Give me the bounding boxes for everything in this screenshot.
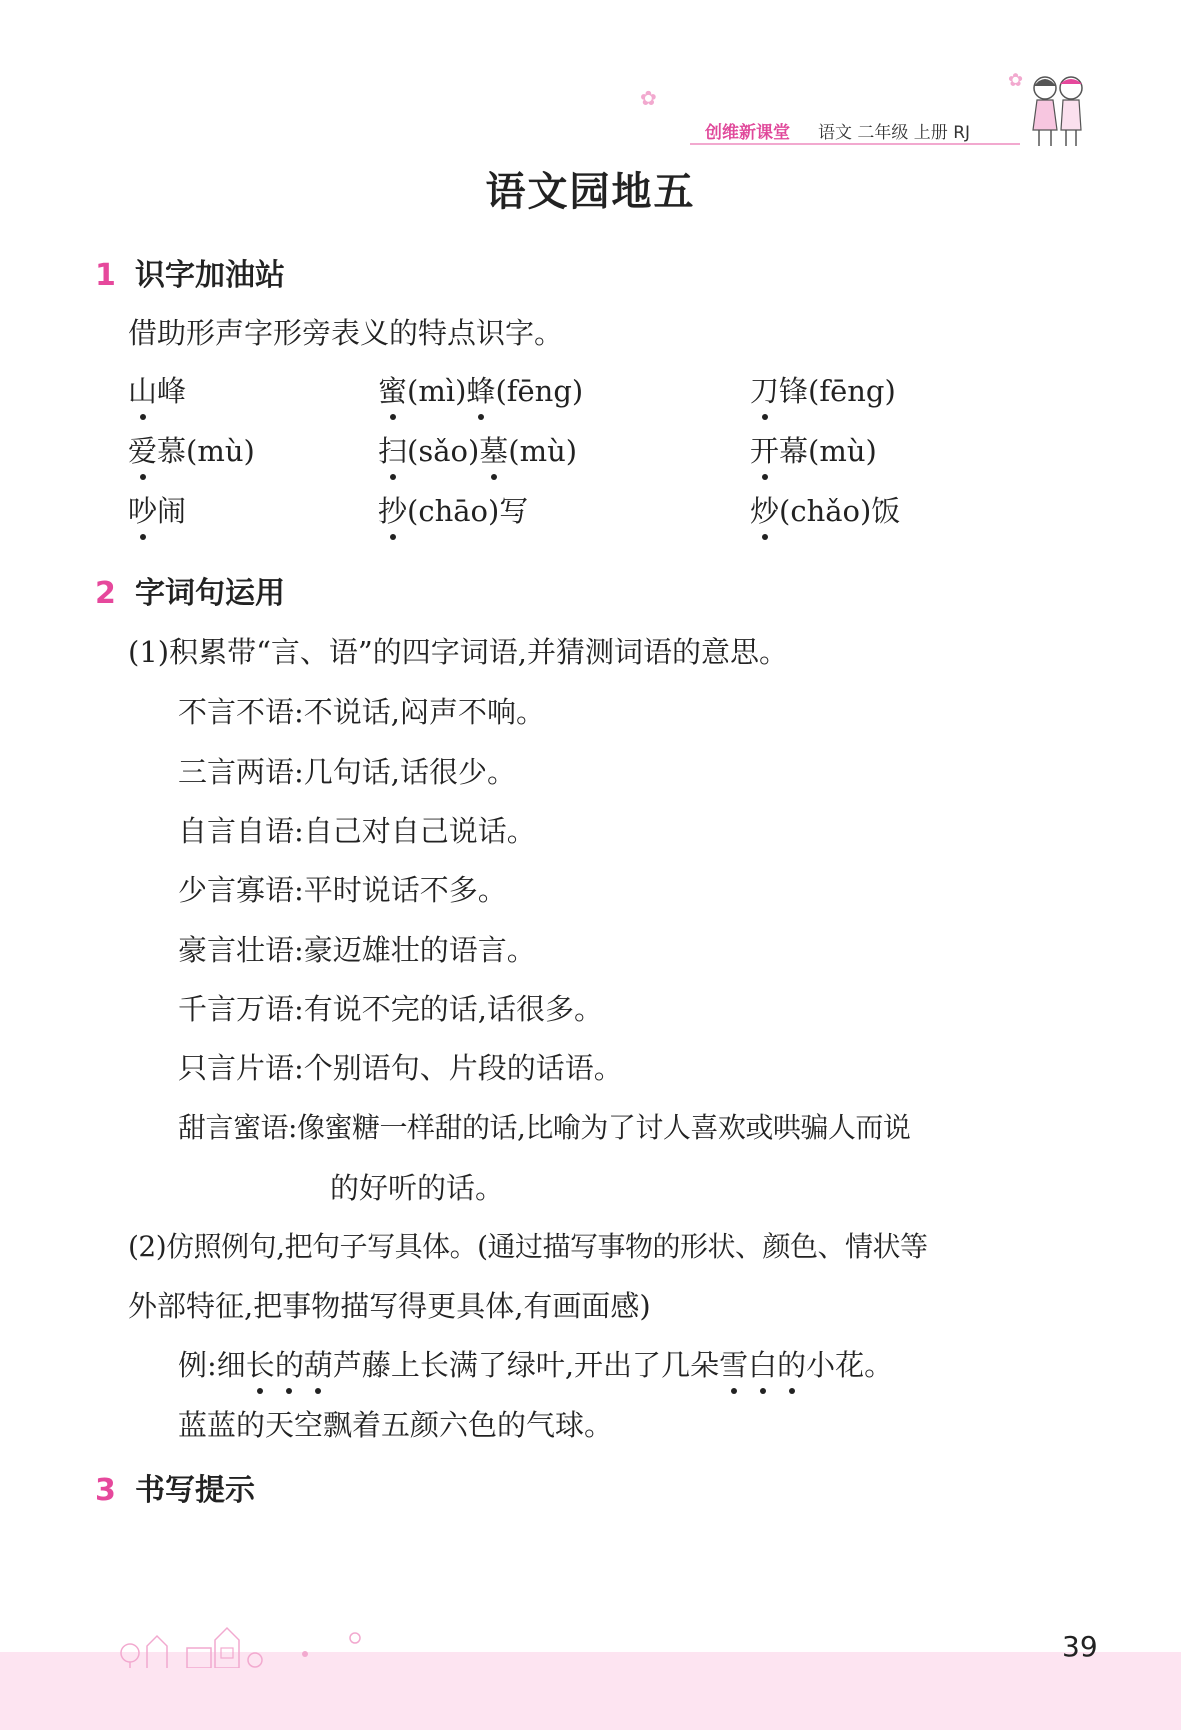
- word-item: 爱慕(mù): [128, 429, 255, 470]
- word-item: 扫(sǎo)墓(mù): [378, 429, 577, 470]
- header-brand: 创维新课堂: [705, 123, 790, 143]
- section-title: 识字加油站: [134, 258, 285, 293]
- idiom-meaning-continued: 的好听的话。: [330, 1171, 505, 1205]
- idiom-meaning: 像蜜糖一样甜的话,比喻为了讨人喜欢或哄骗人而说: [296, 1111, 911, 1144]
- word-item: 炒(chǎo)饭: [750, 489, 900, 530]
- idiom-row: 只言片语:个别语句、片段的话语。: [178, 1051, 623, 1085]
- idiom-row: 甜言蜜语:像蜜糖一样甜的话,比喻为了讨人喜欢或哄骗人而说: [178, 1111, 911, 1144]
- question-2-line-2: 外部特征,把事物描写得更具体,有画面感): [128, 1289, 651, 1323]
- question-2-line-1: (2)仿照例句,把句子写具体。(通过描写事物的形状、颜色、情状等: [128, 1230, 928, 1263]
- word-item: 蜜(mì)蜂(fēng): [378, 369, 583, 410]
- idiom-word: 只言片语: [178, 1051, 295, 1085]
- idiom-word: 自言自语: [178, 814, 295, 848]
- section-number: 3: [95, 1473, 116, 1508]
- idiom-meaning: 个别语句、片段的话语。: [303, 1051, 623, 1085]
- word-item: 开幕(mù): [750, 429, 877, 470]
- section-title: 字词句运用: [134, 576, 285, 611]
- example-sentence: 例:细长的葫芦藤上长满了绿叶,开出了几朵雪白的小花。: [178, 1343, 893, 1384]
- flower-decoration-icon: ✿: [1008, 70, 1024, 91]
- section-1-heading: [95, 250, 285, 294]
- idiom-word: 少言寡语: [178, 873, 295, 907]
- idiom-row: 自言自语:自己对自己说话。: [178, 814, 536, 848]
- page-number: 39: [1062, 1630, 1098, 1663]
- idiom-meaning: 自己对自己说话。: [303, 814, 536, 848]
- idiom-word: 不言不语: [178, 695, 295, 729]
- idiom-meaning: 有说不完的话,话很多。: [303, 992, 604, 1026]
- idiom-word: 豪言壮语: [178, 933, 295, 967]
- idiom-meaning: 几句话,话很少。: [303, 755, 517, 789]
- word-item: 抄(chāo)写: [378, 489, 528, 530]
- idiom-row: 少言寡语:平时说话不多。: [178, 873, 507, 907]
- idiom-meaning: 平时说话不多。: [303, 873, 507, 907]
- answer-sentence: 蓝蓝的天空飘着五颜六色的气球。: [178, 1408, 614, 1442]
- idiom-word: 甜言蜜语: [178, 1111, 289, 1144]
- question-1: (1)积累带“言、语”的四字词语,并猜测词语的意思。: [128, 635, 788, 669]
- header-divider: [690, 143, 1020, 145]
- idiom-row: 三言两语:几句话,话很少。: [178, 755, 517, 789]
- cartoon-kids-illustration: [1025, 72, 1090, 152]
- section-1-instruction: 借助形声字形旁表义的特点识字。: [128, 316, 564, 350]
- page-title: 语文园地五: [485, 169, 696, 215]
- section-number: 2: [95, 576, 116, 611]
- section-title: 书写提示: [134, 1473, 255, 1508]
- section-number: 1: [95, 258, 116, 293]
- castle-decoration-icon: [115, 1618, 375, 1668]
- idiom-meaning: 不说话,闷声不响。: [303, 695, 546, 729]
- idiom-meaning: 豪迈雄壮的语言。: [303, 933, 536, 967]
- flower-decoration-icon: ✿: [640, 86, 657, 110]
- idiom-row: 千言万语:有说不完的话,话很多。: [178, 992, 604, 1026]
- word-item: 山峰: [128, 369, 186, 410]
- section-2-heading: [95, 568, 285, 612]
- idiom-row: 不言不语:不说话,闷声不响。: [178, 695, 546, 729]
- idiom-word: 千言万语: [178, 992, 295, 1026]
- word-item: 吵闹: [128, 489, 186, 530]
- idiom-row: 豪言壮语:豪迈雄壮的语言。: [178, 933, 536, 967]
- section-3-heading: [95, 1465, 255, 1509]
- idiom-word: 三言两语: [178, 755, 295, 789]
- header-subject-info: 语文 二年级 上册 RJ: [818, 123, 971, 143]
- word-item: 刀锋(fēng): [750, 369, 896, 410]
